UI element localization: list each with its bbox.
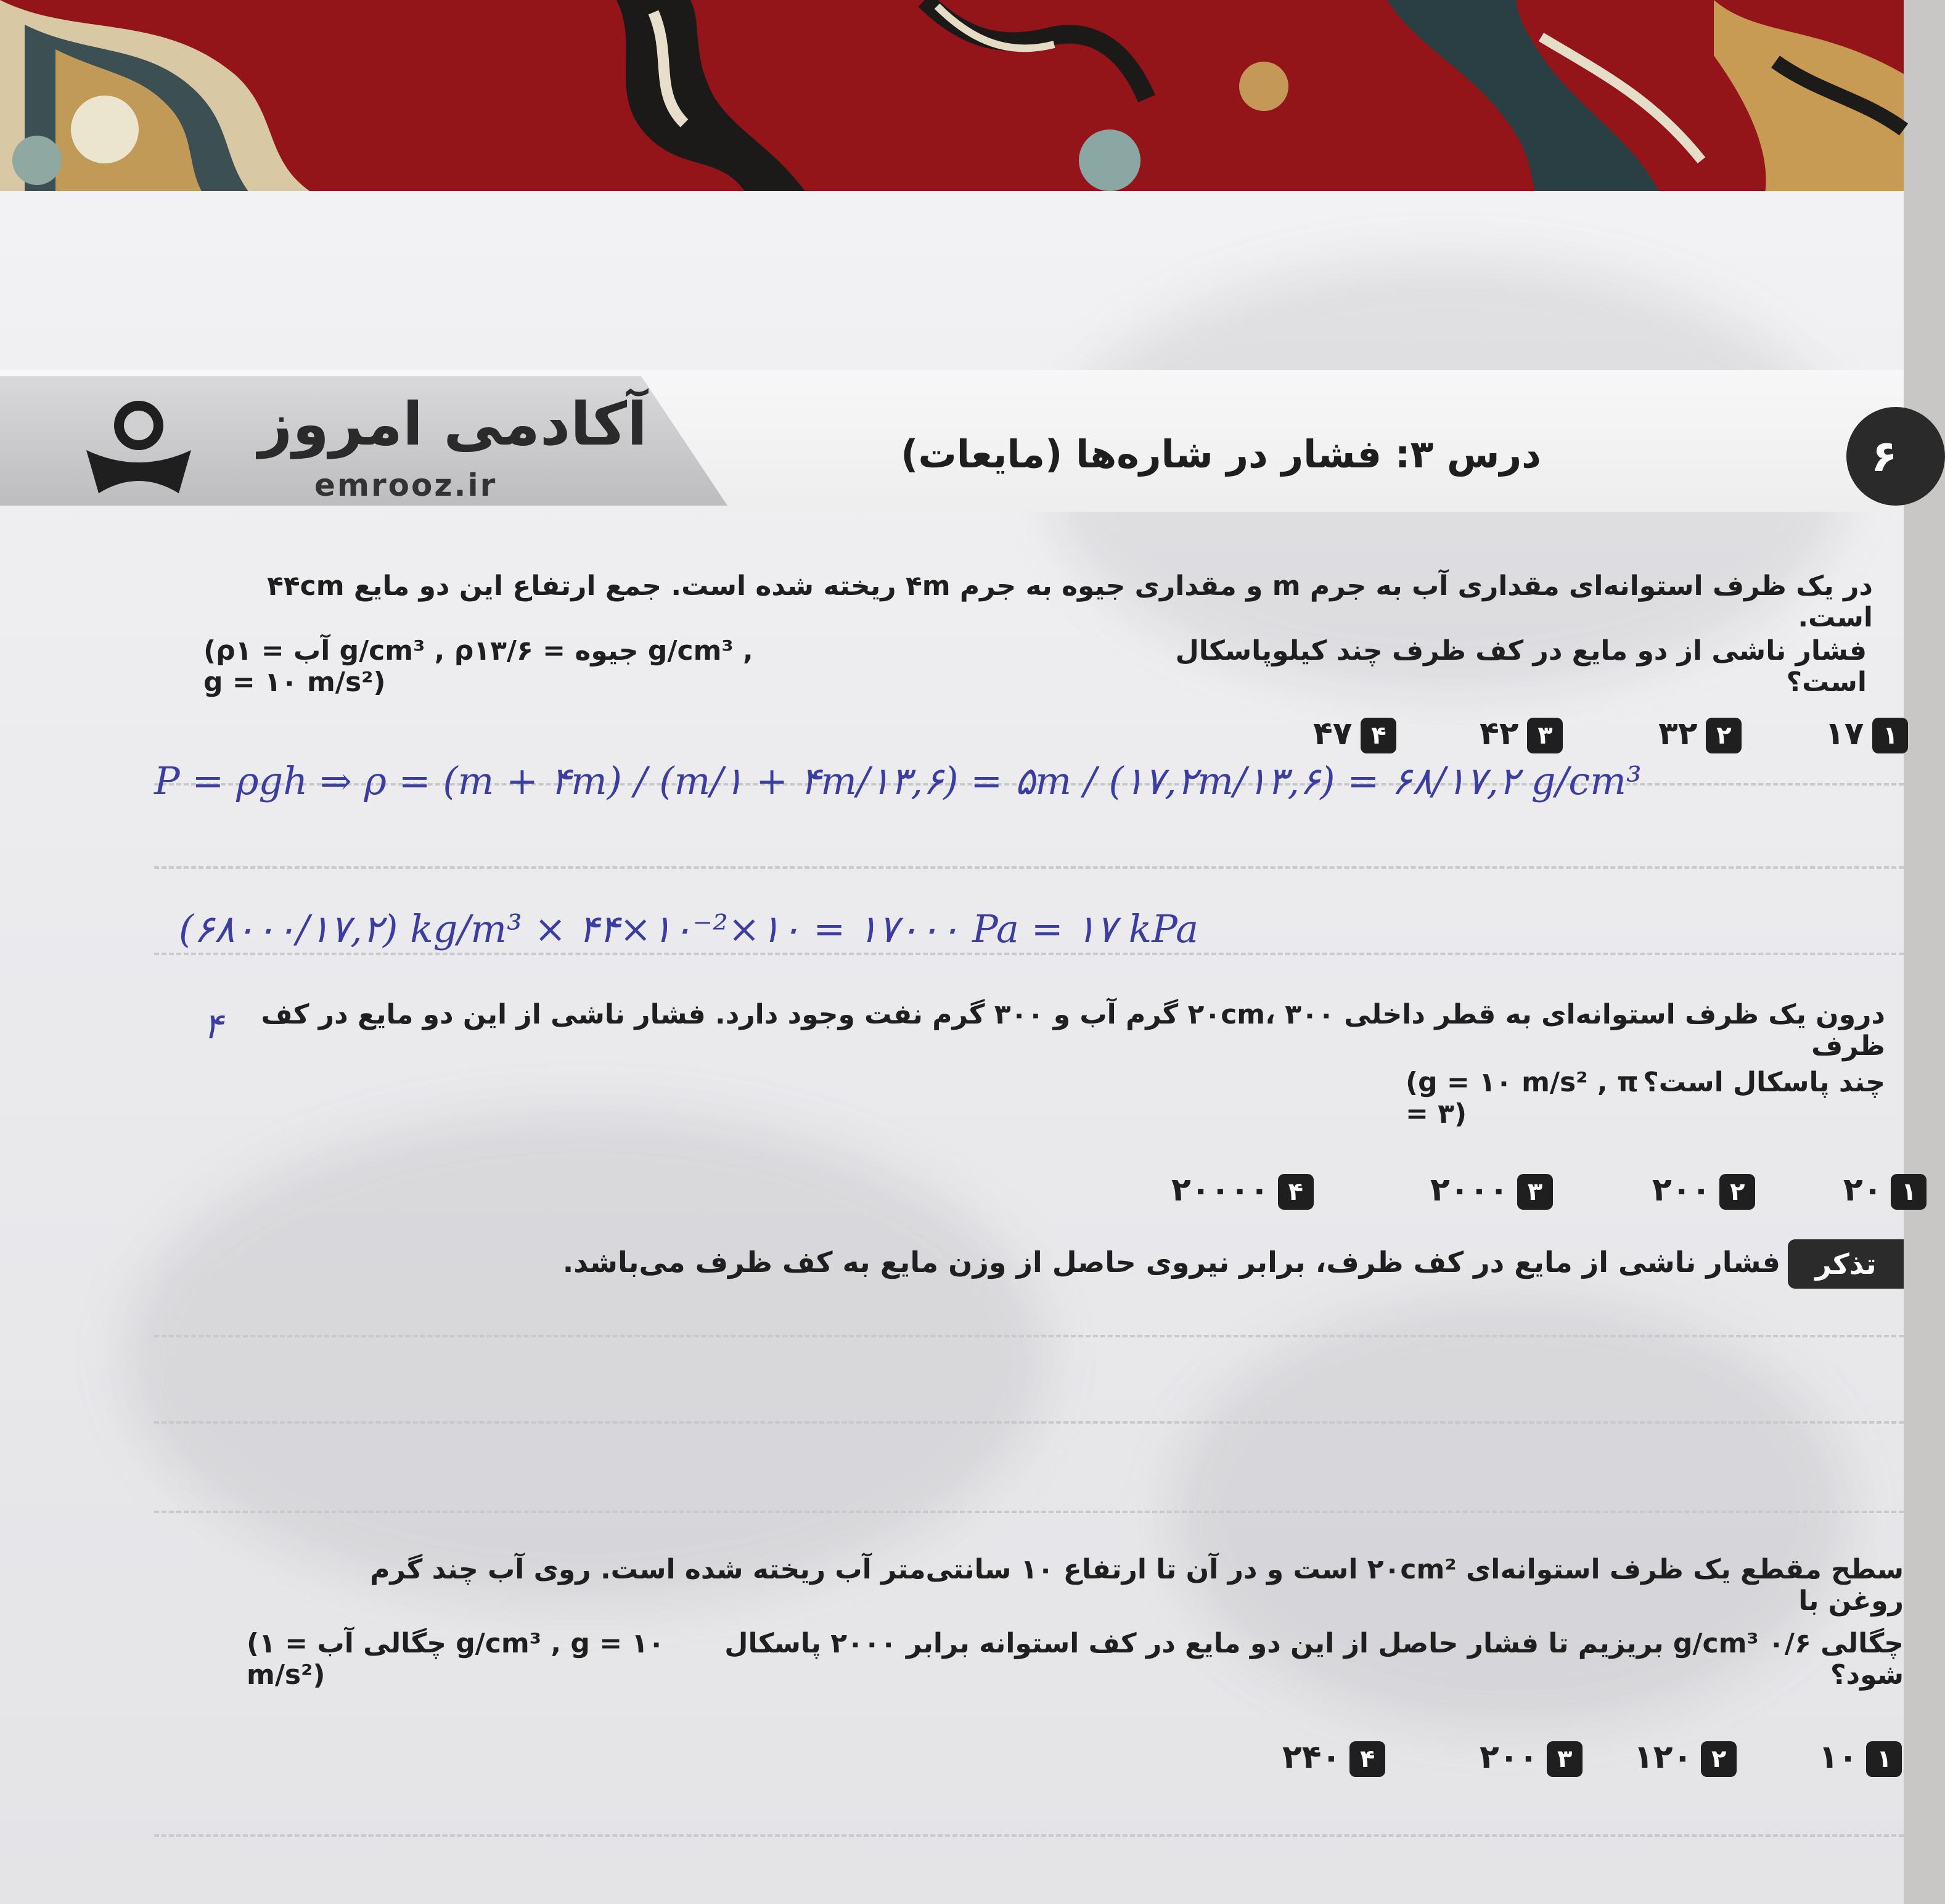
- note-text: فشار ناشی از مایع در کف ظرف، برابر نیروی حاصل از وزن مایع به کف ظرف می‌باشد.: [562, 1245, 1780, 1279]
- handwritten-margin-mark: ۴: [203, 1005, 223, 1047]
- question-3-option-3[interactable]: ۳۲۰۰: [1480, 1739, 1583, 1777]
- logo-icon: [80, 395, 197, 502]
- writing-line: [154, 1335, 1904, 1337]
- question-1-option-2[interactable]: ۲۳۲: [1658, 715, 1742, 753]
- question-2-option-4[interactable]: ۴۲۰۰۰۰: [1171, 1172, 1314, 1210]
- lesson-title: درس ۳: فشار در شاره‌ها (مایعات): [901, 432, 1541, 477]
- shadow-overlay: [123, 1110, 1048, 1603]
- question-1-option-1[interactable]: ۱۱۷: [1825, 715, 1908, 753]
- question-3-option-2[interactable]: ۲۱۲۰: [1634, 1739, 1737, 1777]
- logo-name: آکادمی امروز: [258, 390, 647, 459]
- question-2-line-2: چند پاسکال است؟: [1643, 1067, 1885, 1098]
- question-1-line-2: فشار ناشی از دو مایع در کف ظرف چند کیلوپاسکال است؟: [1175, 635, 1867, 698]
- question-2-option-3[interactable]: ۳۲۰۰۰: [1430, 1172, 1553, 1210]
- writing-line: [154, 1834, 1904, 1837]
- question-2-option-1[interactable]: ۱۲۰: [1843, 1172, 1927, 1210]
- question-1-option-3[interactable]: ۳۴۲: [1480, 715, 1563, 753]
- question-1-given: (ρآب = ۱ g/cm³ , ρجیوه = ۱۳/۶ g/cm³ , g = ۱۰ m/s²): [203, 635, 753, 698]
- logo-url: emrooz.ir: [314, 467, 498, 503]
- page-number: ۶: [1846, 407, 1945, 506]
- writing-line: [154, 953, 1904, 955]
- question-1-option-4[interactable]: ۴۴۷: [1313, 715, 1396, 753]
- question-3-given: (چگالی آب = ۱ g/cm³ , g = ۱۰ m/s²): [247, 1628, 665, 1691]
- question-2-option-2[interactable]: ۲۲۰۰: [1652, 1172, 1755, 1210]
- note-label: تذکر: [1788, 1239, 1904, 1289]
- question-3-line-2: چگالی ۰/۶ g/cm³ بریزیم تا فشار حاصل از این دو مایع در کف استوانه برابر ۲۰۰۰ پاسکال شود؟: [724, 1628, 1904, 1691]
- writing-line: [154, 1421, 1904, 1424]
- carpet-background: [0, 0, 1904, 203]
- question-1-line-1: در یک ظرف استوانه‌ای مقداری آب به جرم m و مقداری جیوه به جرم ۴m ریخته شده است. جمع ارتفاع این دو مایع ۴۴cm است.: [266, 570, 1873, 633]
- question-3-option-4[interactable]: ۴۲۴۰: [1282, 1739, 1385, 1777]
- writing-line: [154, 866, 1904, 869]
- question-2-line-1: درون یک ظرف استوانه‌ای به قطر داخلی ۲۰cm، ۳۰۰ گرم آب و ۳۰۰ گرم نفت وجود دارد. فشار ناشی از این دو مایع در کف ظرف: [261, 999, 1885, 1062]
- writing-line: [154, 1511, 1904, 1513]
- question-3-line-1: سطح مقطع یک ظرف استوانه‌ای ۲۰cm² است و در آن تا ارتفاع ۱۰ سانتی‌متر آب ریخته شده است. روی آب چند گرم روغن با: [370, 1554, 1904, 1617]
- handwritten-solution-line-1: P = ρgh ⇒ ρ = (m + ۴m) / (m/۱ + ۴m/۱۳,۶) = ۵m / (۱۷,۲m/۱۳,۶) = ۶۸/۱۷,۲ g/cm³: [154, 758, 1642, 803]
- question-2-given: (g = ۱۰ m/s² , π = ۳): [1406, 1067, 1639, 1130]
- question-3-option-1[interactable]: ۱۱۰: [1819, 1739, 1902, 1777]
- handwritten-solution-line-2: (۶۸۰۰۰/۱۷,۲) kg/m³ × ۴۴×۱۰⁻²×۱۰ = ۱۷۰۰۰ Pa = ۱۷ kPa: [179, 906, 1199, 951]
